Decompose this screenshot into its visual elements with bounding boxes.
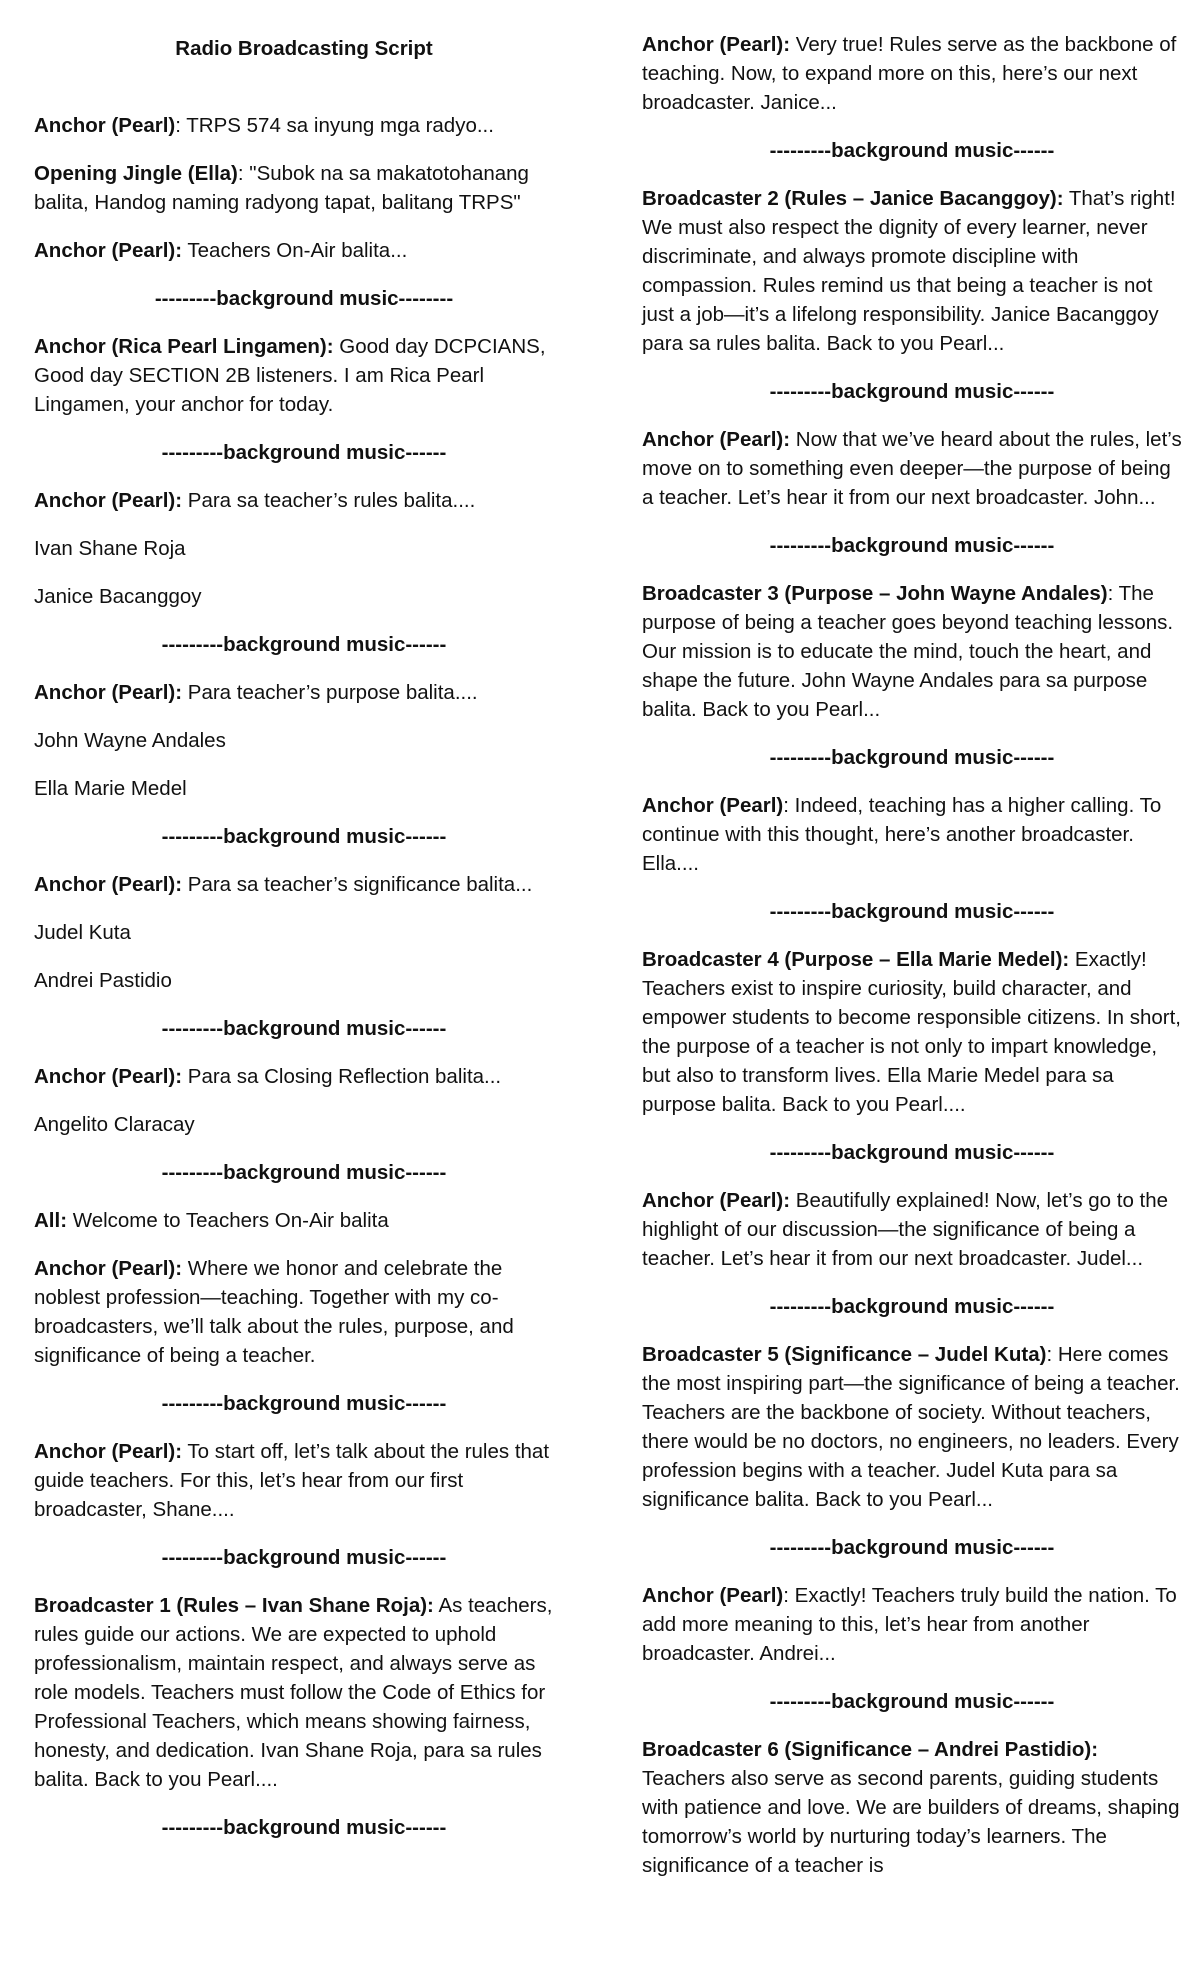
speaker-label: Anchor (Pearl): — [642, 1189, 791, 1212]
music-cue: ---------background music------ — [161, 1816, 447, 1839]
speaker-label: Anchor (Pearl): — [34, 1440, 183, 1463]
script-line — [642, 1186, 1182, 1273]
script-line: Anchor (Pearl): Indeed, teaching has a higher calling. To continue with this thought, here’s another broadcaster. Ella.... — [642, 794, 1162, 875]
line-text: Teachers On-Air balita... — [182, 239, 408, 262]
music-cue: ---------background music------ — [769, 1141, 1055, 1164]
speaker-label: Anchor (Pearl): — [34, 873, 183, 896]
line-text: Para sa teacher’s significance balita... — [182, 873, 533, 896]
speaker-label: Anchor (Pearl) — [642, 794, 784, 817]
music-cue: ---------background music------ — [769, 900, 1055, 923]
script-line — [34, 236, 574, 265]
speaker-label: Broadcaster 5 (Significance – Judel Kuta) — [642, 1343, 1047, 1366]
speaker-label: Anchor (Pearl): — [34, 1065, 183, 1088]
script-line — [642, 1735, 1182, 1880]
music-cue: ---------background music------ — [769, 139, 1055, 162]
music-cue: ---------background music------ — [161, 1017, 447, 1040]
speaker-label: Opening Jingle (Ella) — [34, 162, 238, 185]
script-line — [642, 945, 1182, 1119]
speaker-label: Anchor (Pearl): — [34, 681, 183, 704]
script-line — [34, 870, 574, 899]
line-text: Exactly! Teachers exist to inspire curiosity, build character, and empower students to become responsible citizens. In short, the purpose of a teacher is not only to impart knowledge, but also to transform lives. Ella Marie Medel para sa purpose balita. Back to you Pearl.... — [642, 948, 1181, 1116]
line-text: Teachers also serve as second parents, guiding students with patience and love. We are builders of dreams, shaping tomorrow’s world by nurturing today’s learners. The significance of a teacher is — [642, 1767, 1180, 1877]
broadcaster-name: Ella Marie Medel — [34, 777, 187, 800]
speaker-label: Broadcaster 3 (Purpose – John Wayne Andales) — [642, 582, 1108, 605]
script-line: Anchor (Pearl): Exactly! Teachers truly build the nation. To add more meaning to this, let’s hear from another broadcaster. Andrei... — [642, 1584, 1177, 1665]
line-text: Now that we’ve heard about the rules, let’s move on to something even deeper—the purpose of being a teacher. Let’s hear it from our next broadcaster. John... — [642, 428, 1182, 509]
left-column — [34, 30, 574, 1861]
music-cue: ---------background music------ — [769, 746, 1055, 769]
line-text: Para sa Closing Reflection balita... — [182, 1065, 502, 1088]
line-text: Indeed, teaching has a higher calling. To continue with this thought, here’s another broadcaster. Ella.... — [642, 794, 1162, 875]
line-text: Para sa teacher’s rules balita.... — [182, 489, 476, 512]
line-text: That’s right! We must also respect the dignity of every learner, never discriminate, and always promote discipline with compassion. Rules remind us that being a teacher is not just a job—it’s a lifelong responsibility. Janice Bacanggoy para sa rules balita. Back to you Pearl... — [642, 187, 1176, 355]
line-text: Welcome to Teachers On-Air balita — [67, 1209, 389, 1232]
broadcaster-name: Janice Bacanggoy — [34, 585, 202, 608]
speaker-label: Broadcaster 6 (Significance – Andrei Pastidio): — [642, 1738, 1099, 1761]
script-line — [34, 486, 574, 515]
music-cue: ---------background music------ — [769, 1690, 1055, 1713]
line-text: "Subok na sa makatotohanang balita, Handog naming radyong tapat, balitang TRPS" — [34, 162, 529, 214]
script-line — [34, 1254, 574, 1370]
document-title: Radio Broadcasting Script — [175, 37, 433, 60]
speaker-label: Anchor (Rica Pearl Lingamen): — [34, 335, 334, 358]
music-cue: ---------background music------ — [161, 1161, 447, 1184]
line-text: Beautifully explained! Now, let’s go to the highlight of our discussion—the significance of being a teacher. Let’s hear it from our next broadcaster. Judel... — [642, 1189, 1169, 1270]
script-line — [34, 332, 574, 419]
music-cue: ---------background music------ — [161, 1392, 447, 1415]
script-line: Broadcaster 3 (Purpose – John Wayne Andales): The purpose of being a teacher goes beyond teaching lessons. Our mission is to educate the mind, touch the heart, and shape the future. John Wayne Andales para sa purpose balita. Back to you Pearl... — [642, 582, 1174, 721]
music-cue: ---------background music------ — [769, 380, 1055, 403]
broadcaster-name: Judel Kuta — [34, 921, 131, 944]
broadcaster-name: John Wayne Andales — [34, 729, 226, 752]
speaker-label: Anchor (Pearl): — [642, 33, 791, 56]
speaker-label: Anchor (Pearl): — [34, 1257, 183, 1280]
music-cue: ---------background music------ — [161, 633, 447, 656]
right-column — [642, 30, 1182, 1899]
speaker-label: Anchor (Pearl): — [642, 428, 791, 451]
speaker-label: Anchor (Pearl): — [34, 489, 183, 512]
music-cue: ---------background music------ — [161, 1546, 447, 1569]
music-cue: ---------background music------ — [769, 534, 1055, 557]
script-line — [34, 1206, 574, 1235]
script-line: Broadcaster 5 (Significance – Judel Kuta): Here comes the most inspiring part—the significance of being a teacher. Teachers are the backbone of society. Without teachers, there would be no doctors, no engineers, no leaders. Every profession begins with a teacher. Judel Kuta para sa significance balita. Back to you Pearl... — [642, 1343, 1180, 1511]
line-text: As teachers, rules guide our actions. We are expected to uphold professionalism, maintain respect, and always serve as role models. Teachers must follow the Code of Ethics for Professional Teachers, which means showing fairness, honesty, and dedication. Ivan Shane Roja, para sa rules balita. Back to you Pearl.... — [34, 1594, 553, 1791]
line-text: Good day DCPCIANS, Good day SECTION 2B listeners. I am Rica Pearl Lingamen, your anchor for today. — [34, 335, 546, 416]
line-text: Para teacher’s purpose balita.... — [182, 681, 478, 704]
broadcaster-name: Angelito Claracay — [34, 1113, 195, 1136]
line-text: To start off, let’s talk about the rules that guide teachers. For this, let’s hear from our first broadcaster, Shane.... — [34, 1440, 550, 1521]
speaker-label: Broadcaster 4 (Purpose – Ella Marie Medel): — [642, 948, 1070, 971]
script-line: Opening Jingle (Ella): "Subok na sa makatotohanang balita, Handog naming radyong tapat, balitang TRPS" — [34, 162, 529, 214]
speaker-label: Anchor (Pearl) — [642, 1584, 784, 1607]
line-text: Where we honor and celebrate the noblest profession—teaching. Together with my co-broadcasters, we’ll talk about the rules, purpose, and significance of being a teacher. — [34, 1257, 514, 1367]
script-line — [642, 30, 1182, 117]
speaker-label: Anchor (Pearl) — [34, 114, 176, 137]
line-text: Very true! Rules serve as the backbone of teaching. Now, to expand more on this, here’s our next broadcaster. Janice... — [642, 33, 1177, 114]
broadcaster-name: Andrei Pastidio — [34, 969, 172, 992]
music-cue: ---------background music------ — [769, 1295, 1055, 1318]
line-text: Here comes the most inspiring part—the significance of being a teacher. Teachers are the backbone of society. Without teachers, there would be no doctors, no engineers, no leaders. Every profession begins with a teacher. Judel Kuta para sa significance balita. Back to you Pearl... — [642, 1343, 1180, 1511]
script-line — [34, 1062, 574, 1091]
speaker-label: Broadcaster 2 (Rules – Janice Bacanggoy): — [642, 187, 1064, 210]
speaker-label: Broadcaster 1 (Rules – Ivan Shane Roja): — [34, 1594, 434, 1617]
script-line — [34, 1591, 574, 1794]
broadcaster-name: Ivan Shane Roja — [34, 537, 186, 560]
script-line: Anchor (Pearl): TRPS 574 sa inyung mga radyo... — [34, 114, 494, 137]
line-text: The purpose of being a teacher goes beyond teaching lessons. Our mission is to educate the mind, touch the heart, and shape the future. John Wayne Andales para sa purpose balita. Back to you Pearl... — [642, 582, 1174, 721]
music-cue: ---------background music------ — [769, 1536, 1055, 1559]
speaker-label: All: — [34, 1209, 68, 1232]
music-cue: ---------background music-------- — [154, 287, 454, 310]
script-line — [34, 1437, 574, 1524]
script-line — [34, 678, 574, 707]
music-cue: ---------background music------ — [161, 825, 447, 848]
script-line — [642, 184, 1182, 358]
script-line — [642, 425, 1182, 512]
line-text: TRPS 574 sa inyung mga radyo... — [180, 114, 494, 137]
music-cue: ---------background music------ — [161, 441, 447, 464]
speaker-label: Anchor (Pearl): — [34, 239, 183, 262]
line-text: Exactly! Teachers truly build the nation. To add more meaning to this, let’s hear from another broadcaster. Andrei... — [642, 1584, 1177, 1665]
